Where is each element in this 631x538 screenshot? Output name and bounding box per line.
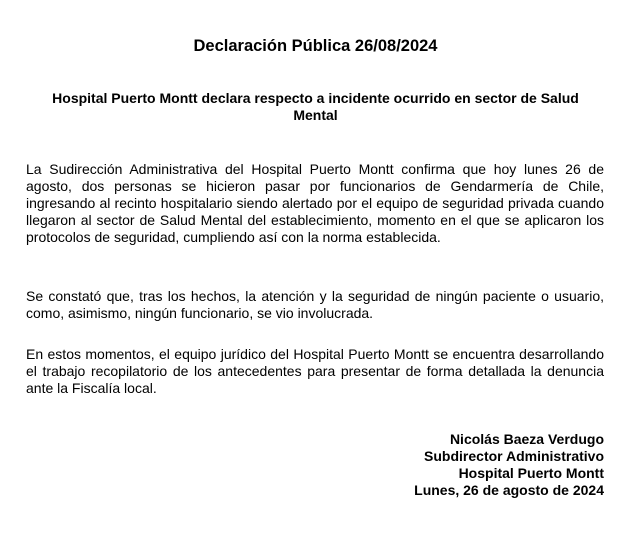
signatory-institution: Hospital Puerto Montt [458, 465, 604, 481]
body-paragraph-3: En estos momentos, el equipo jurídico del Hospital Puerto Montt se encuentra desarrollando el trabajo recopilatorio de los antecedentes para presentar de forma detallada la denuncia ante la Fiscalía local. [26, 346, 604, 396]
document-title: Declaración Pública 26/08/2024 [193, 37, 438, 55]
signature-block [414, 431, 604, 499]
signature-date: Lunes, 26 de agosto de 2024 [414, 482, 604, 498]
body-paragraph-1: La Sudirección Administrativa del Hospital Puerto Montt confirma que hoy lunes 26 de agosto, dos personas se hicieron pasar por funcionarios de Gendarmería de Chile, ingresando al recinto hospitalario siendo alertado por el equipo de seguridad privada cuando llegaron al sector de Salud Mental del establecimiento, momento en el que se aplicaron los protocolos de seguridad, cumpliendo así con la norma establecida. [26, 161, 604, 245]
signatory-name: Nicolás Baeza Verdugo [449, 431, 604, 447]
document-subtitle: Hospital Puerto Montt declara respecto a incidente ocurrido en sector de Salud Mental [52, 90, 579, 123]
signatory-role: Subdirector Administrativo [424, 448, 604, 464]
body-paragraph-2: Se constató que, tras los hechos, la atención y la seguridad de ningún paciente o usuario, como, asimismo, ningún funcionario, se vio involucrada. [26, 288, 604, 321]
